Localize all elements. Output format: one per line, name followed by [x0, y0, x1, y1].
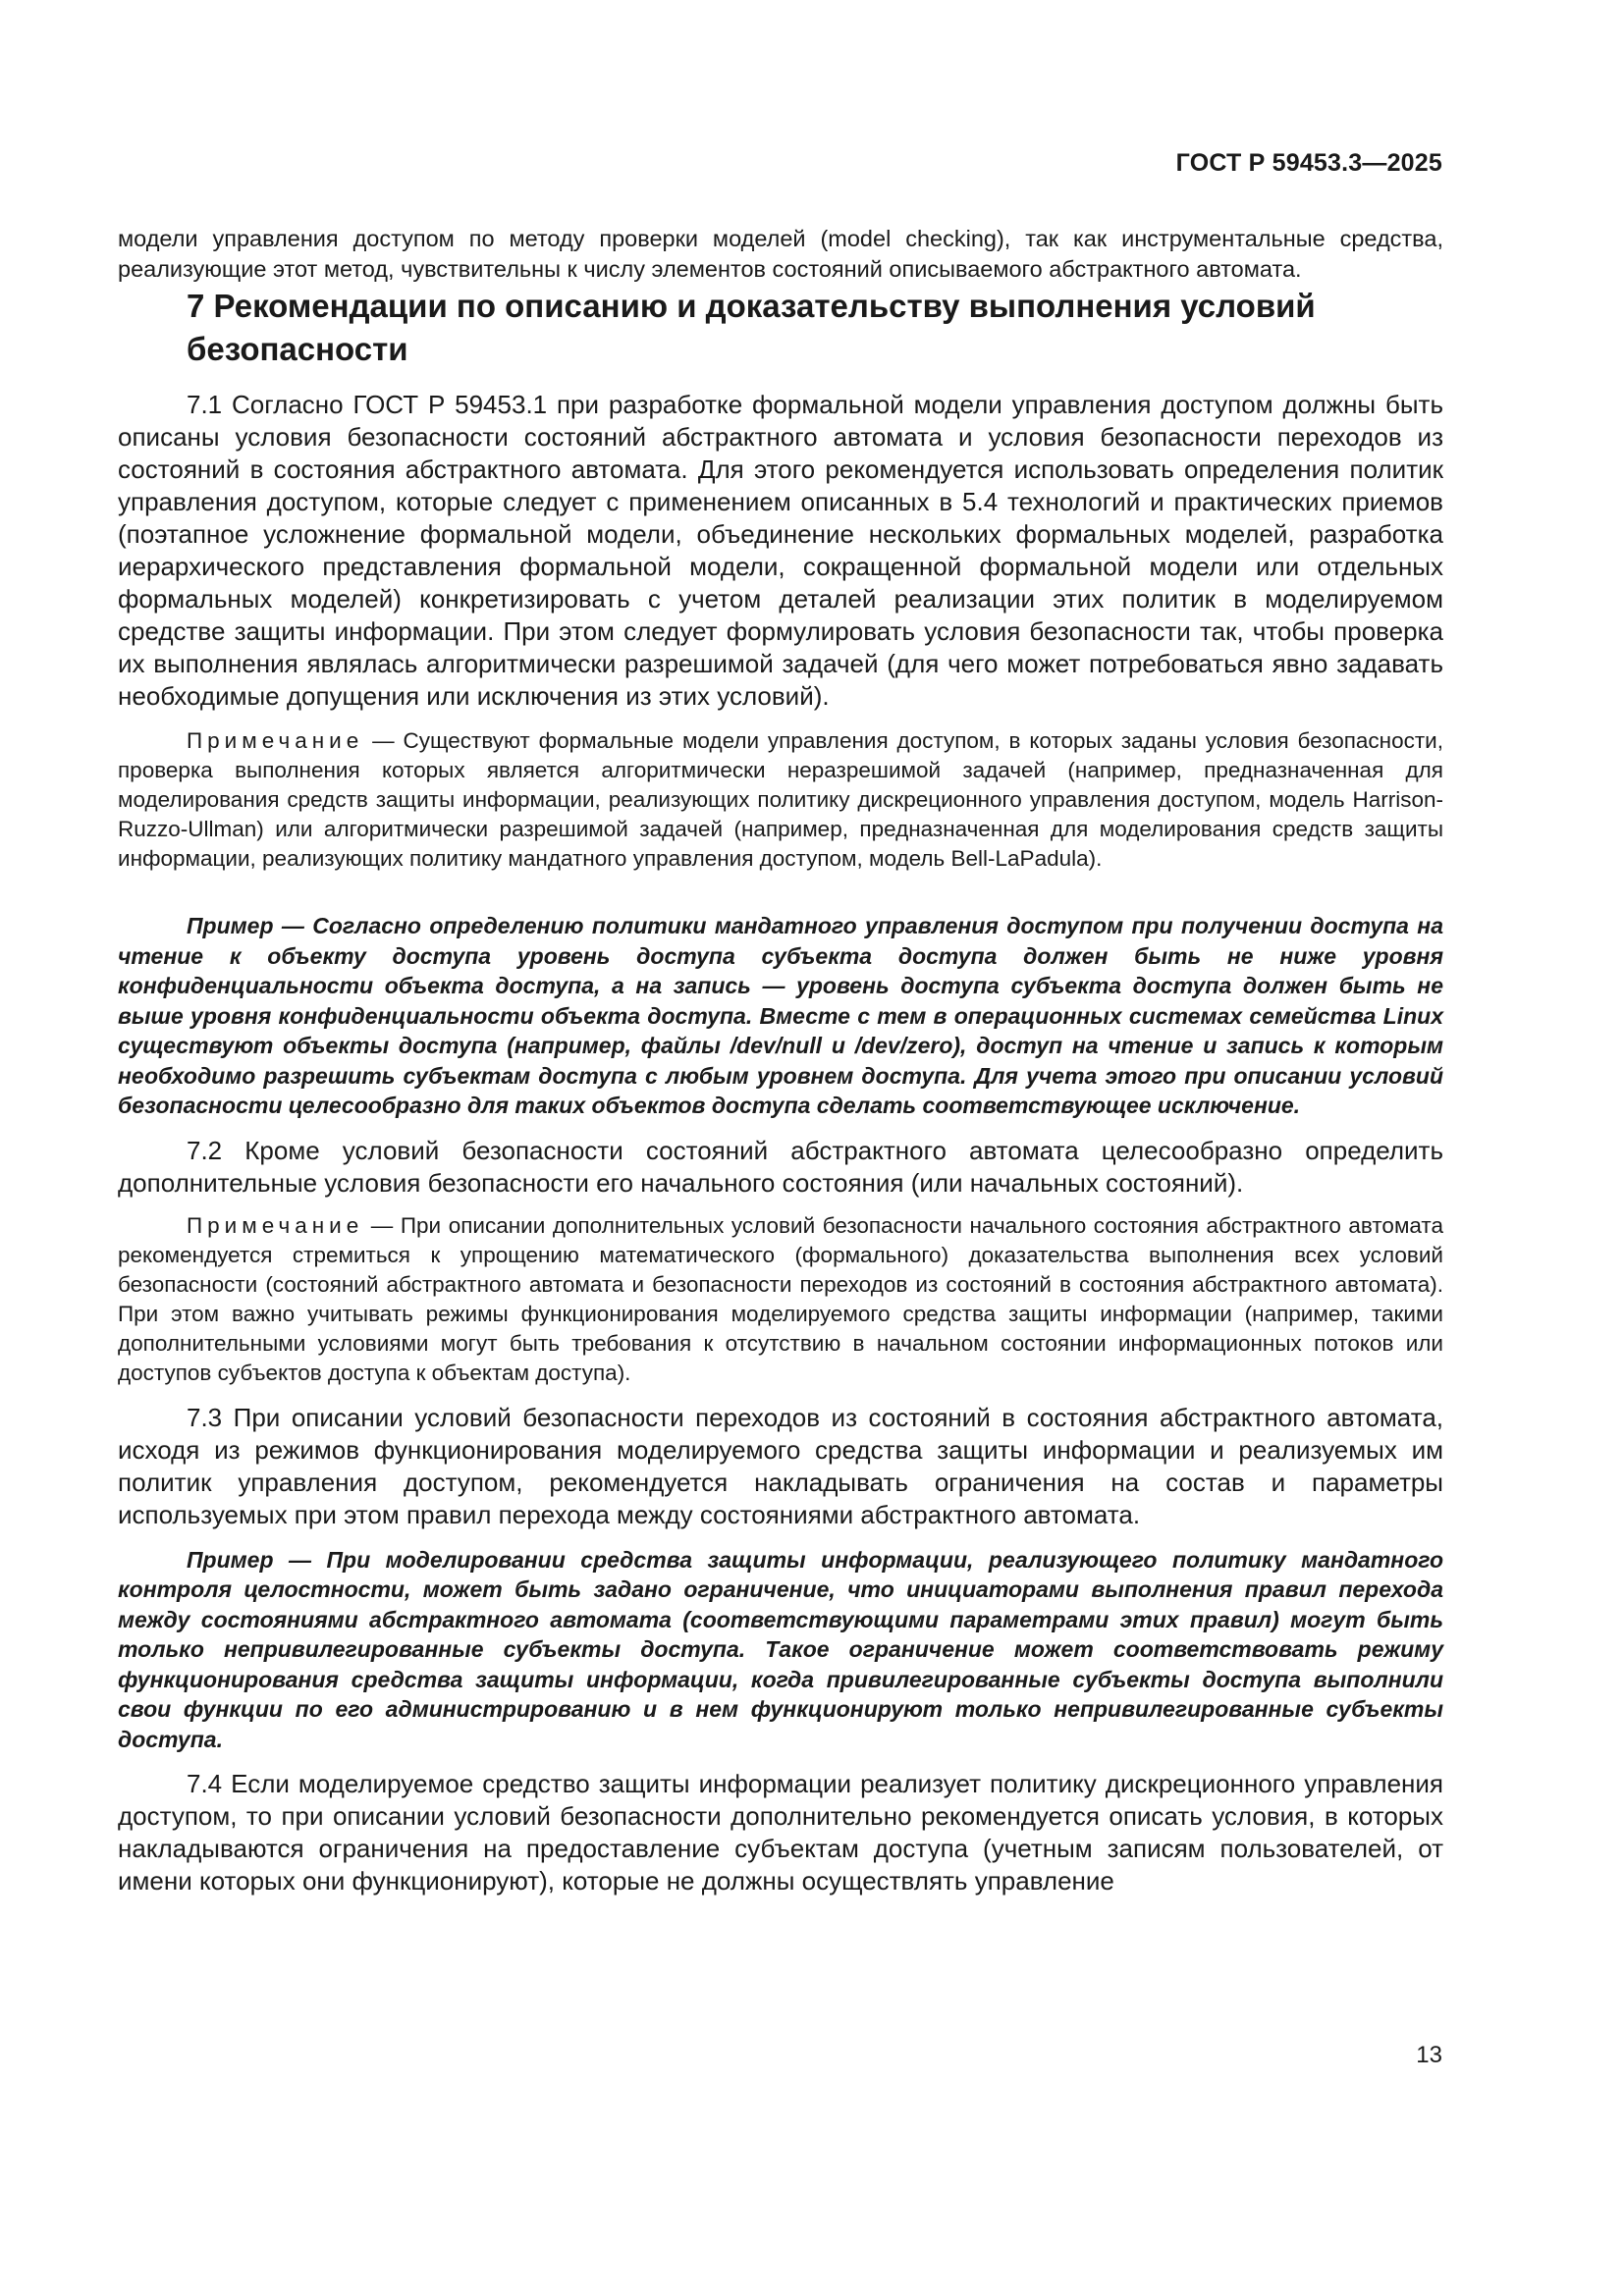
paragraph-7-1: 7.1 Согласно ГОСТ Р 59453.1 при разработке формальной модели управления доступом должны быть описаны условия безопасности состояний абстрактного автомата и условия безопасности переходов из состояний в состояния абстрактного автомата. Для этого рекомендуется использовать определения политик управления доступом, которые следует с применением описанных в 5.4 технологий и практических приемов (поэтапное усложнение формальной модели, объединение нескольких формальных моделей, разработка иерархического представления формальной модели, сокращенной формальной модели или отдельных формальных моделей) конкретизировать с учетом деталей реализации этих политик в моделируемом средстве защиты информации. При этом следует формулировать условия безопасности так, чтобы проверка их выполнения являлась алгоритмически разрешимой задачей (для чего может потребоваться явно задавать необходимые допущения или исключения из этих условий).	[118, 390, 1443, 711]
page-content	[118, 224, 1443, 1897]
example-2: Пример — При моделировании средства защиты информации, реализующего политику мандатного контроля целостности, может быть задано ограничение, что инициаторами выполнения правил перехода между состояниями абстрактного автомата (соответствующими параметрами этих правил) могут быть только непривилегированные субъекты доступа. Такое ограничение может соответствовать режиму функционирования средства защиты информации, когда привилегированные субъекты доступа выполнили свои функции по его администрированию и в нем функционируют только непривилегированные субъекты доступа.	[118, 1546, 1443, 1752]
note-2-text: — При описании дополнительных условий безопасности начального состояния абстрактного автомата рекомендуется стремиться к упрощению математического (формального) доказательства выполнения всех условий безопасности (состояний абстрактного автомата и безопасности переходов из состояний в состояния абстрактного автомата). При этом важно учитывать режимы функционирования моделируемого средства защиты информации (например, такими дополнительными условиями могут быть требования к отсутствию в начальном состоянии информационных потоков или доступов субъектов доступа к объектам доступа).	[118, 1212, 1443, 1385]
standard-header: ГОСТ Р 59453.3—2025	[1175, 149, 1442, 177]
paragraph-7-2: 7.2 Кроме условий безопасности состояний абстрактного автомата целесообразно определить дополнительные условия безопасности его начального состояния (или начальных состояний).	[118, 1135, 1443, 1198]
paragraph-7-3: 7.3 При описании условий безопасности переходов из состояний в состояния абстрактного автомата, исходя из режимов функционирования моделируемого средства защиты информации и реализуемых им политик управления доступом, рекомендуется накладывать ограничения на состав и параметры используемых при этом правил перехода между состояниями абстрактного автомата.	[118, 1402, 1443, 1529]
note-1-text: — Существуют формальные модели управления доступом, в которых заданы условия безопасности, проверка выполнения которых является алгоритмически неразрешимой задачей (например, предназначенная для моделирования средств защиты информации, реализующих политику дискреционного управления доступом, модель Harrison-Ruzzo-Ullman) или алгоритмически разрешимой задачей (например, предназначенная для моделирования средств защиты информации, реализующих политику мандатного управления доступом, модель Bell-LaPadula).	[118, 728, 1443, 871]
example-1: Пример — Согласно определению политики мандатного управления доступом при получении доступа на чтение к объекту доступа уровень доступа субъекта доступа должен быть не ниже уровня конфиденциальности объекта доступа, а на запись — уровень доступа субъекта доступа должен быть не выше уровня конфиденциальности объекта доступа. Вместе с тем в операционных системах семейства Linux существуют объекты доступа (например, файлы /dev/null и /dev/zero), доступ на чтение и запись к которым необходимо разрешить субъектам доступа с любым уровнем доступа. Для учета этого при описании условий безопасности целесообразно для таких объектов доступа сделать соответствующее исключение.	[118, 913, 1443, 1118]
note-1	[118, 726, 1443, 874]
note-2-label: Примечание	[187, 1212, 364, 1238]
page-number: 13	[1416, 2042, 1442, 2068]
intro-paragraph: модели управления доступом по методу проверки моделей (model checking), так как инструментальные средства, реализующие этот метод, чувствительны к числу элементов состояний описываемого абстрактного автомата.	[118, 226, 1443, 282]
note-2	[118, 1211, 1443, 1388]
note-1-label: Примечание	[187, 728, 364, 753]
section-title: 7 Рекомендации по описанию и доказательству выполнения условий безопасности	[187, 288, 1316, 367]
paragraph-7-4: 7.4 Если моделируемое средство защиты информации реализует политику дискреционного управления доступом, то при описании условий безопасности дополнительно рекомендуется описать условия, в которых накладываются ограничения на предоставление субъектам доступа (учетным записям пользователей, от имени которых они функционируют), которые не должны осуществлять управление	[118, 1769, 1443, 1896]
